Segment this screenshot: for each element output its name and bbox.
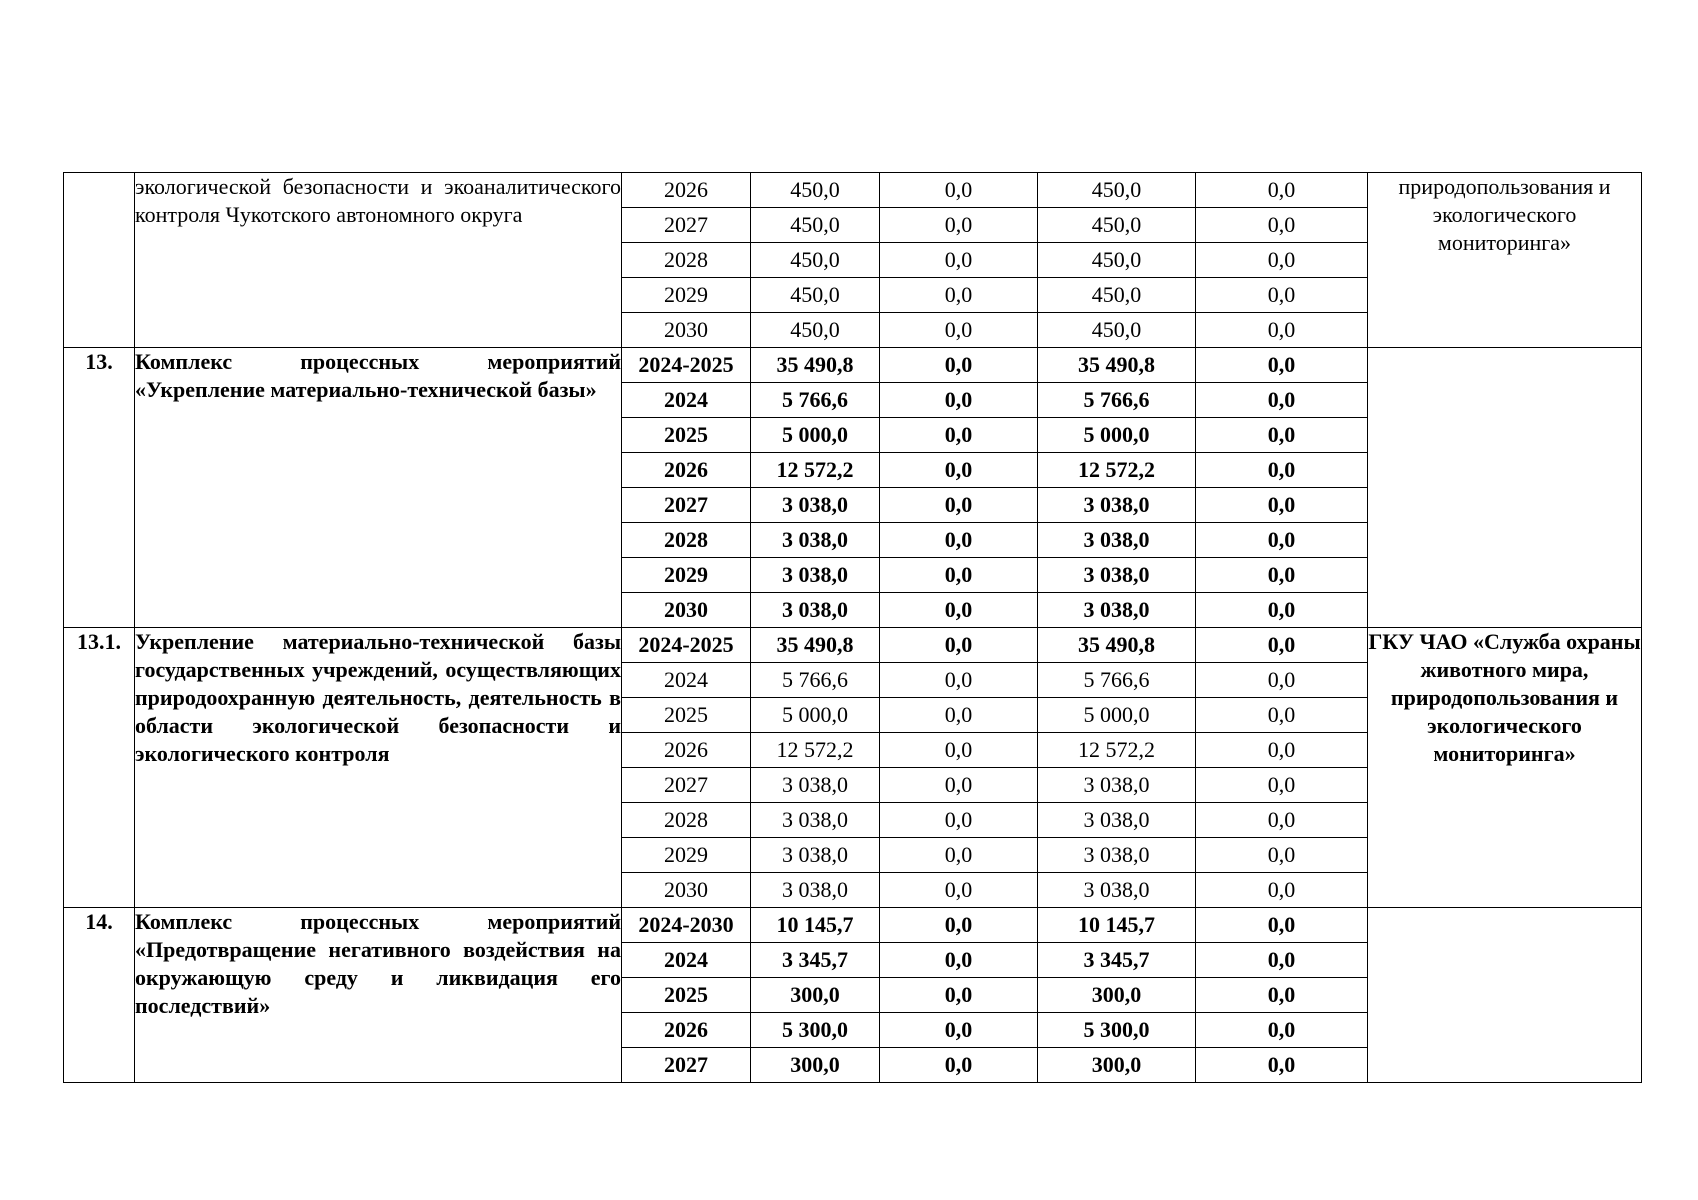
- regional-cell: 5 000,0: [1038, 418, 1196, 453]
- federal-cell: 0,0: [880, 1048, 1038, 1083]
- period-cell: 2028: [622, 243, 751, 278]
- other-cell: 0,0: [1196, 698, 1368, 733]
- federal-cell: 0,0: [880, 278, 1038, 313]
- other-cell: 0,0: [1196, 733, 1368, 768]
- period-cell: 2024-2030: [622, 908, 751, 943]
- period-cell: 2027: [622, 1048, 751, 1083]
- federal-cell: 0,0: [880, 663, 1038, 698]
- regional-cell: 450,0: [1038, 243, 1196, 278]
- other-cell: 0,0: [1196, 1048, 1368, 1083]
- regional-cell: 5 300,0: [1038, 1013, 1196, 1048]
- other-cell: 0,0: [1196, 908, 1368, 943]
- total-cell: 3 038,0: [751, 803, 880, 838]
- period-cell: 2028: [622, 523, 751, 558]
- federal-cell: 0,0: [880, 208, 1038, 243]
- period-cell: 2029: [622, 558, 751, 593]
- period-cell: 2028: [622, 803, 751, 838]
- federal-cell: 0,0: [880, 348, 1038, 383]
- total-cell: 5 000,0: [751, 418, 880, 453]
- table-row: [64, 628, 1642, 663]
- period-cell: 2025: [622, 978, 751, 1013]
- responsible-executor: природопользования и экологического мониторинга»: [1368, 173, 1642, 348]
- regional-cell: 3 038,0: [1038, 838, 1196, 873]
- item-name: Комплекс процессных мероприятий «Предотвращение негативного воздействия на окружающую среду и ликвидация его последствий»: [135, 908, 622, 1083]
- other-cell: 0,0: [1196, 1013, 1368, 1048]
- regional-cell: 3 038,0: [1038, 593, 1196, 628]
- federal-cell: 0,0: [880, 418, 1038, 453]
- period-cell: 2024-2025: [622, 348, 751, 383]
- regional-cell: 450,0: [1038, 208, 1196, 243]
- item-number: 14.: [64, 908, 135, 1083]
- federal-cell: 0,0: [880, 628, 1038, 663]
- regional-cell: 3 038,0: [1038, 873, 1196, 908]
- regional-cell: 5 000,0: [1038, 698, 1196, 733]
- other-cell: 0,0: [1196, 803, 1368, 838]
- other-cell: 0,0: [1196, 978, 1368, 1013]
- responsible-executor: [1368, 348, 1642, 628]
- other-cell: 0,0: [1196, 453, 1368, 488]
- total-cell: 3 038,0: [751, 593, 880, 628]
- regional-cell: 3 038,0: [1038, 488, 1196, 523]
- regional-cell: 3 038,0: [1038, 803, 1196, 838]
- responsible-executor: [1368, 908, 1642, 1083]
- period-cell: 2026: [622, 173, 751, 208]
- federal-cell: 0,0: [880, 768, 1038, 803]
- federal-cell: 0,0: [880, 908, 1038, 943]
- total-cell: 300,0: [751, 1048, 880, 1083]
- total-cell: 5 300,0: [751, 1013, 880, 1048]
- period-cell: 2027: [622, 208, 751, 243]
- total-cell: 5 000,0: [751, 698, 880, 733]
- period-cell: 2029: [622, 838, 751, 873]
- federal-cell: 0,0: [880, 523, 1038, 558]
- total-cell: 3 038,0: [751, 768, 880, 803]
- table-row: [64, 908, 1642, 943]
- total-cell: 12 572,2: [751, 733, 880, 768]
- total-cell: 450,0: [751, 173, 880, 208]
- total-cell: 5 766,6: [751, 663, 880, 698]
- other-cell: 0,0: [1196, 278, 1368, 313]
- federal-cell: 0,0: [880, 803, 1038, 838]
- federal-cell: 0,0: [880, 593, 1038, 628]
- total-cell: 3 038,0: [751, 558, 880, 593]
- other-cell: 0,0: [1196, 488, 1368, 523]
- total-cell: 450,0: [751, 278, 880, 313]
- regional-cell: 3 345,7: [1038, 943, 1196, 978]
- period-cell: 2025: [622, 418, 751, 453]
- item-name: Комплекс процессных мероприятий «Укрепление материально-технической базы»: [135, 348, 622, 628]
- other-cell: 0,0: [1196, 838, 1368, 873]
- total-cell: 300,0: [751, 978, 880, 1013]
- period-cell: 2026: [622, 733, 751, 768]
- total-cell: 5 766,6: [751, 383, 880, 418]
- regional-cell: 300,0: [1038, 978, 1196, 1013]
- federal-cell: 0,0: [880, 243, 1038, 278]
- total-cell: 35 490,8: [751, 628, 880, 663]
- total-cell: 450,0: [751, 208, 880, 243]
- period-cell: 2025: [622, 698, 751, 733]
- responsible-executor: ГКУ ЧАО «Служба охраны животного мира, природопользования и экологического мониторинга»: [1368, 628, 1642, 908]
- other-cell: 0,0: [1196, 243, 1368, 278]
- period-cell: 2026: [622, 1013, 751, 1048]
- other-cell: 0,0: [1196, 208, 1368, 243]
- other-cell: 0,0: [1196, 628, 1368, 663]
- regional-cell: 3 038,0: [1038, 768, 1196, 803]
- total-cell: 10 145,7: [751, 908, 880, 943]
- funding-table: [63, 172, 1642, 1083]
- regional-cell: 3 038,0: [1038, 558, 1196, 593]
- period-cell: 2024-2025: [622, 628, 751, 663]
- federal-cell: 0,0: [880, 383, 1038, 418]
- period-cell: 2029: [622, 278, 751, 313]
- period-cell: 2026: [622, 453, 751, 488]
- regional-cell: 300,0: [1038, 1048, 1196, 1083]
- total-cell: 3 345,7: [751, 943, 880, 978]
- federal-cell: 0,0: [880, 873, 1038, 908]
- regional-cell: 450,0: [1038, 278, 1196, 313]
- regional-cell: 10 145,7: [1038, 908, 1196, 943]
- other-cell: 0,0: [1196, 663, 1368, 698]
- other-cell: 0,0: [1196, 943, 1368, 978]
- federal-cell: 0,0: [880, 943, 1038, 978]
- period-cell: 2030: [622, 873, 751, 908]
- federal-cell: 0,0: [880, 1013, 1038, 1048]
- regional-cell: 12 572,2: [1038, 733, 1196, 768]
- regional-cell: 5 766,6: [1038, 383, 1196, 418]
- regional-cell: 5 766,6: [1038, 663, 1196, 698]
- item-name: Укрепление материально-технической базы государственных учреждений, осуществляющих природоохранную деятельность, деятельность в области экологической безопасности и экологического контроля: [135, 628, 622, 908]
- federal-cell: 0,0: [880, 558, 1038, 593]
- table-body: [64, 173, 1642, 1083]
- regional-cell: 35 490,8: [1038, 628, 1196, 663]
- federal-cell: 0,0: [880, 488, 1038, 523]
- regional-cell: 450,0: [1038, 173, 1196, 208]
- other-cell: 0,0: [1196, 383, 1368, 418]
- total-cell: 12 572,2: [751, 453, 880, 488]
- regional-cell: 450,0: [1038, 313, 1196, 348]
- total-cell: 3 038,0: [751, 873, 880, 908]
- period-cell: 2024: [622, 943, 751, 978]
- period-cell: 2027: [622, 488, 751, 523]
- table-row: [64, 173, 1642, 208]
- federal-cell: 0,0: [880, 313, 1038, 348]
- other-cell: 0,0: [1196, 523, 1368, 558]
- other-cell: 0,0: [1196, 313, 1368, 348]
- period-cell: 2024: [622, 383, 751, 418]
- federal-cell: 0,0: [880, 453, 1038, 488]
- federal-cell: 0,0: [880, 698, 1038, 733]
- item-number: [64, 173, 135, 348]
- regional-cell: 12 572,2: [1038, 453, 1196, 488]
- other-cell: 0,0: [1196, 173, 1368, 208]
- total-cell: 450,0: [751, 243, 880, 278]
- item-number: 13.: [64, 348, 135, 628]
- period-cell: 2027: [622, 768, 751, 803]
- federal-cell: 0,0: [880, 733, 1038, 768]
- total-cell: 35 490,8: [751, 348, 880, 383]
- other-cell: 0,0: [1196, 418, 1368, 453]
- period-cell: 2024: [622, 663, 751, 698]
- total-cell: 3 038,0: [751, 488, 880, 523]
- item-number: 13.1.: [64, 628, 135, 908]
- other-cell: 0,0: [1196, 558, 1368, 593]
- other-cell: 0,0: [1196, 768, 1368, 803]
- item-name: экологической безопасности и экоаналитического контроля Чукотского автономного округа: [135, 173, 622, 348]
- regional-cell: 35 490,8: [1038, 348, 1196, 383]
- total-cell: 450,0: [751, 313, 880, 348]
- total-cell: 3 038,0: [751, 838, 880, 873]
- regional-cell: 3 038,0: [1038, 523, 1196, 558]
- federal-cell: 0,0: [880, 838, 1038, 873]
- total-cell: 3 038,0: [751, 523, 880, 558]
- other-cell: 0,0: [1196, 593, 1368, 628]
- period-cell: 2030: [622, 593, 751, 628]
- other-cell: 0,0: [1196, 348, 1368, 383]
- federal-cell: 0,0: [880, 978, 1038, 1013]
- table-row: [64, 348, 1642, 383]
- other-cell: 0,0: [1196, 873, 1368, 908]
- period-cell: 2030: [622, 313, 751, 348]
- federal-cell: 0,0: [880, 173, 1038, 208]
